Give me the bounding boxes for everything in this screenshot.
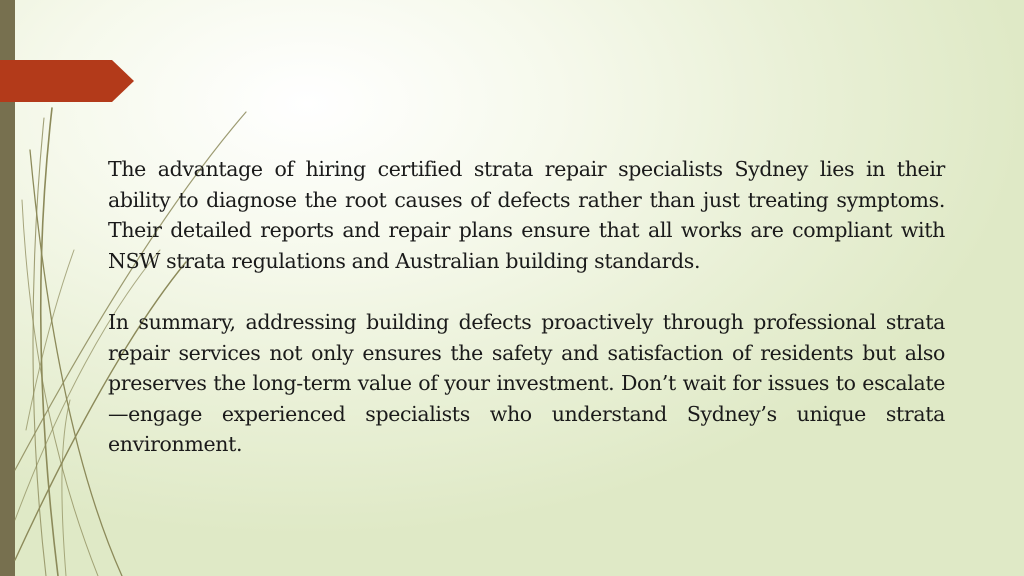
paragraph-advantage: The advantage of hiring certified strata repair specialists Sydney lies in their ability to diagnose the root causes of defects rather than just treating symptoms. Their detailed reports and repair plans ensure that all works are compliant with NSW strata regulations and Australian building standards.: [108, 157, 945, 273]
body-text: [108, 154, 945, 460]
paragraph-summary: In summary, addressing building defects proactively through professional strata repair services not only ensures the safety and satisfaction of residents but also preserves the long-term value of your investment. Don’t wait for issues to escalate—engage experienced specialists who understand Sydney’s unique strata environment.: [108, 310, 945, 456]
accent-arrow-shape: [0, 60, 134, 102]
